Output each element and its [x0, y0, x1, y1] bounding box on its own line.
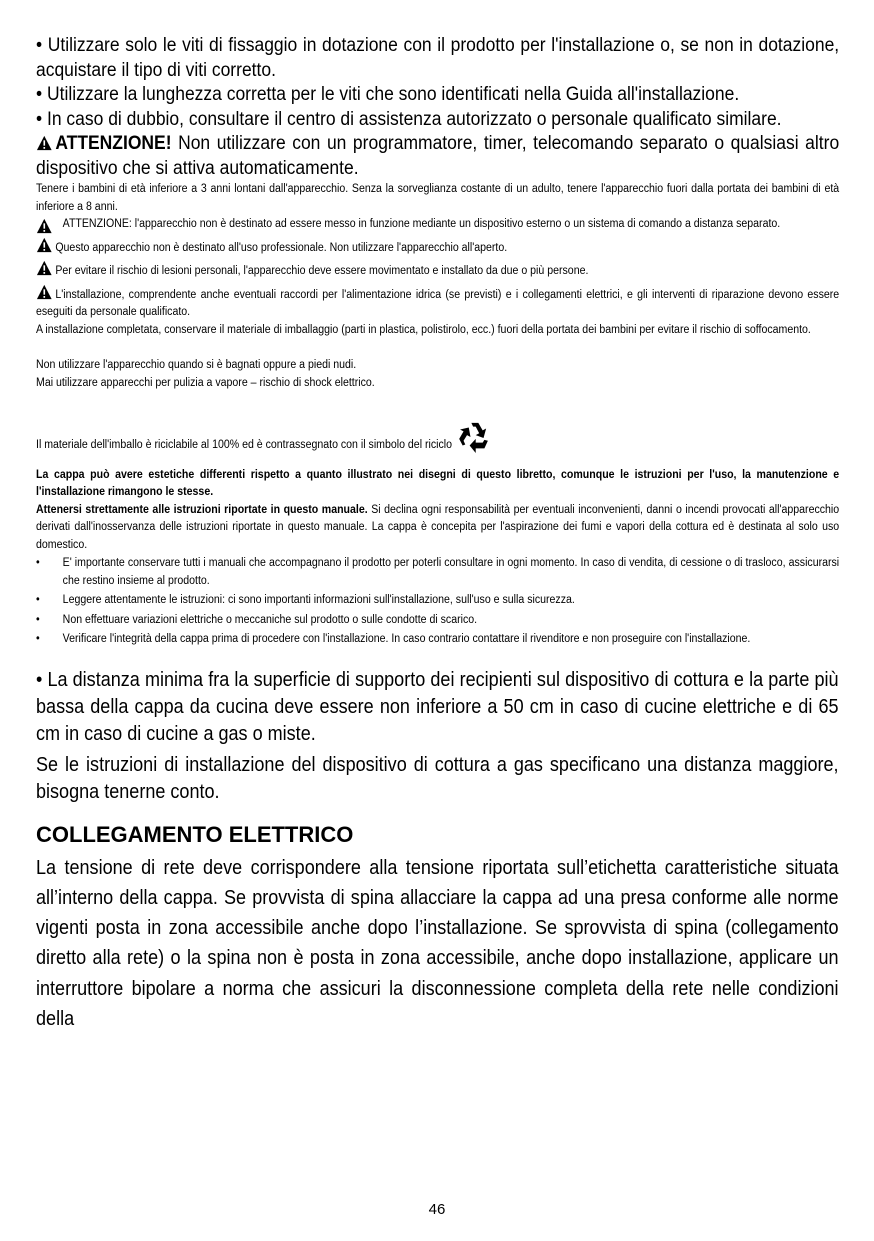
gas-distance-paragraph: Se le istruzioni di installazione del dispositivo di cottura a gas specificano una distanza maggiore, bisogna tenerne conto.	[36, 752, 839, 803]
bullet-screws: • Utilizzare solo le viti di fissaggio in dotazione con il prodotto per l'installazione o, se non in dotazione, acquistare il tipo di viti corretto.	[36, 35, 840, 81]
list-item	[36, 555, 839, 590]
warning-handling-text: Per evitare il rischio di lesioni personali, l'apparecchio deve essere movimentato e installato da due o più persone.	[55, 265, 589, 277]
page-number: 46	[428, 1201, 446, 1218]
steam-notice: Mai utilizzare apparecchi per pulizia a vapore – rischio di shock elettrico.	[36, 376, 375, 389]
section-heading: COLLEGAMENTO ELETTRICO	[36, 821, 354, 847]
warning-icon	[36, 260, 53, 276]
list-item-text: E' importante conservare tutti i manuali che accompagnano il prodotto per poterli consultare in ogni momento. In caso di vendita, di cessione o di trasloco, assicurarsi che restino insieme al prodotto.	[62, 557, 840, 587]
bullet-list	[36, 555, 839, 649]
instructions-notice-text: Si declina ogni responsabilità per eventuali inconvenienti, danni o incendi provocati all'apparecchio derivati dall'inosservanza delle istruzioni riportate in questo manuale. La cappa è concepita per l'aspirazione dei fumi e vapori della cottura ed è destinata al solo uso domestico.	[36, 503, 840, 551]
distance-paragraph: • La distanza minima fra la superficie di supporto dei recipienti sul dispositivo di cottura e la parte più bassa della cappa da cucina deve essere non inferiore a 50 cm in caso di cucine elettriche e di 65 cm in caso di cucine a gas o miste.	[36, 667, 839, 745]
warning-icon	[36, 284, 53, 300]
warning-professional-text: Questo apparecchio non è destinato all'uso professionale. Non utilizzare l'apparecchio all'aperto.	[55, 241, 508, 254]
warning-icon	[36, 218, 53, 234]
warning-paragraph	[36, 132, 839, 181]
warning-handling	[36, 260, 839, 281]
wet-notice: Non utilizzare l'apparecchio quando si è bagnati oppure a piedi nudi.	[36, 359, 357, 371]
document-page	[36, 34, 839, 1034]
warning-label: ATTENZIONE!	[55, 133, 172, 154]
list-item-text: Leggere attentamente le istruzioni: ci sono importanti informazioni sull'installazione, sull'uso e sulla sicurezza.	[62, 594, 575, 606]
bullet-dot: •	[36, 594, 40, 606]
list-item	[36, 612, 839, 630]
electrical-paragraph: La tensione di rete deve corrispondere alla tensione riportata sull’etichetta caratteristiche situata all’interno della cappa. Se provvista di spina allacciare la cappa ad una presa conforme alle norme vigenti posta in zona accessibile anche dopo l’installazione. Se sprovvista di spina (collegamento diretto alla rete) o la spina non è posta in zona accessibile, anche dopo installazione, applicare un interruttore bipolare a norma che assicuri la disconnessione completa della rete nelle condizioni della	[36, 855, 839, 1030]
bullet-dot: •	[36, 557, 40, 569]
instructions-notice-bold: Attenersi strettamente alle istruzioni riportate in questo manuale.	[36, 503, 368, 516]
bullet-dot: •	[36, 613, 40, 626]
list-item	[36, 592, 839, 610]
warning-icon	[36, 135, 53, 151]
recycling-notice	[36, 420, 839, 455]
recycle-icon	[458, 420, 493, 454]
aesthetic-notice: La cappa può avere estetiche differenti rispetto a quanto illustrato nei disegni di questo libretto, comunque le istruzioni per l'uso, la manutenzione e l'installazione rimangono le stesse.	[36, 468, 840, 498]
bullet-dot: •	[36, 633, 40, 645]
warning-icon	[36, 237, 53, 253]
list-item-text: Non effettuare variazioni elettriche o meccaniche sul prodotto o sulle condotte di scarico.	[62, 613, 478, 626]
children-notice: Tenere i bambini di età inferiore a 3 anni lontani dall'apparecchio. Senza la sorveglianza costante di un adulto, tenere l'apparecchio fuori dalla portata dei bambini di età inferiore a 8 anni.	[36, 183, 840, 213]
warning-external-device-text: ATTENZIONE: l'apparecchio non è destinato ad essere messo in funzione mediante un dispositivo esterno o un sistema di comando a distanza separato.	[62, 218, 781, 230]
bullet-doubt: • In caso di dubbio, consultare il centro di assistenza autorizzato o personale qualificato similare.	[36, 108, 782, 130]
list-item-text: Verificare l'integrità della cappa prima di procedere con l'installazione. In caso contrario contattare il rivenditore e non proseguire con l'installazione.	[62, 633, 751, 645]
warning-professional	[36, 237, 839, 258]
warning-text: Non utilizzare con un programmatore, timer, telecomando separato o qualsiasi altro dispositivo che si attiva automaticamente.	[36, 133, 840, 179]
warning-installation	[36, 284, 839, 322]
instructions-notice	[36, 502, 839, 555]
warning-installation-text: L'installazione, comprendente anche eventuali raccordi per l'alimentazione idrica (se previsti) e i collegamenti elettrici, e gli interventi di riparazione devono essere eseguiti da personale qualificato.	[36, 288, 840, 318]
warning-external-device	[36, 216, 839, 234]
packaging-notice: A installazione completata, conservare il materiale di imballaggio (parti in plastica, polistirolo, ecc.) fuori della portata dei bambini per evitare il rischio di soffocamento.	[36, 323, 811, 336]
recycling-text: Il materiale dell'imballo è riciclabile al 100% ed è contrassegnato con il simbolo del riciclo	[36, 439, 453, 451]
list-item	[36, 631, 839, 649]
bullet-screw-length: • Utilizzare la lunghezza corretta per le viti che sono identificati nella Guida all'installazione.	[36, 84, 740, 105]
